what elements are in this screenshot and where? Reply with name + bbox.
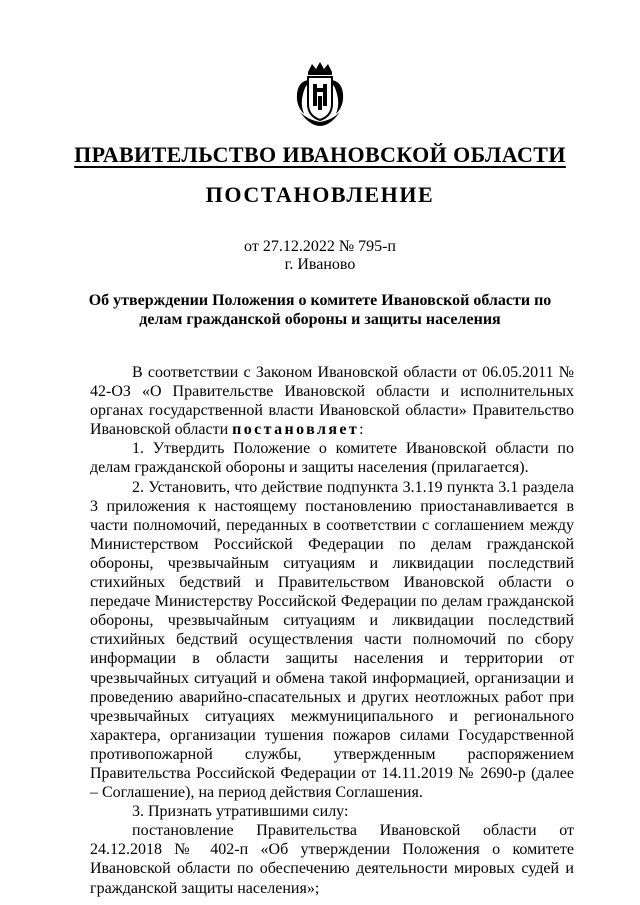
item-3: 3. Признать утратившими силу: (132, 803, 349, 821)
city: г. Иваново (284, 256, 356, 273)
item-2: 2. Установить, что действие подпункта 3.1.19 пункта 3.1 раздела 3 приложения к настоящему постановлению приостанавливается в части полномочий, переданных в соответствии с соглашением между Министерством Российской Федерации по делам гражданской обороны, чрезвычайным ситуациям и ликвидации последствий стихийных бедствий и Правительством Ивановской области о передаче Министерству Российской Федерации по делам гражданской обороны, чрезвычайным ситуациям и ликвидации последствий стихийных бедствий осуществления части полномочий по сбору информации в области защиты населения и территории от чрезвычайных ситуаций и обмена такой информацией, организации и проведению аварийно-спасательных и других неотложных работ при чрезвычайных ситуациях межмуниципального и регионального характера, организации тушения пожаров силами Государственной противопожарной службы, утвержденным распоряжением Правительства Российской Федерации от 14.11.2019 № 2690-р (далее – Соглашение), на период действия Соглашения. (90, 478, 574, 802)
document-subject: Об утверждении Положения о комитете Ивановской области по делам гражданской обороны и защиты населения (88, 292, 552, 328)
document-body (90, 363, 574, 898)
date-number: от 27.12.2022 № 795-п (244, 238, 396, 255)
preamble-paragraph (90, 363, 574, 439)
preamble-verb: постановляет (232, 421, 360, 439)
document-type: ПОСТАНОВЛЕНИЕ (205, 182, 435, 207)
item-3-subitem: постановление Правительства Ивановской области от 24.12.2018 № 402-п «Об утверждении Положения о комитете Ивановской области по обеспечению деятельности мировых судей и гражданской защиты населения»; (90, 822, 574, 897)
coat-of-arms-emblem (294, 60, 346, 128)
item-1: 1. Утвердить Положение о комитете Ивановской области по делам гражданской обороны и защиты населения (прилагается). (90, 440, 574, 477)
preamble-colon: : (359, 421, 364, 439)
government-title: ПРАВИТЕЛЬСТВО ИВАНОВСКОЙ ОБЛАСТИ (74, 142, 566, 167)
preamble-text: В соответствии с Законом Ивановской области от 06.05.2011 № 42-ОЗ «О Правительстве Ивановской области и исполнительных органах государственной власти Ивановской области» Правительство Ивановской области (90, 364, 574, 439)
document-meta (0, 238, 640, 274)
